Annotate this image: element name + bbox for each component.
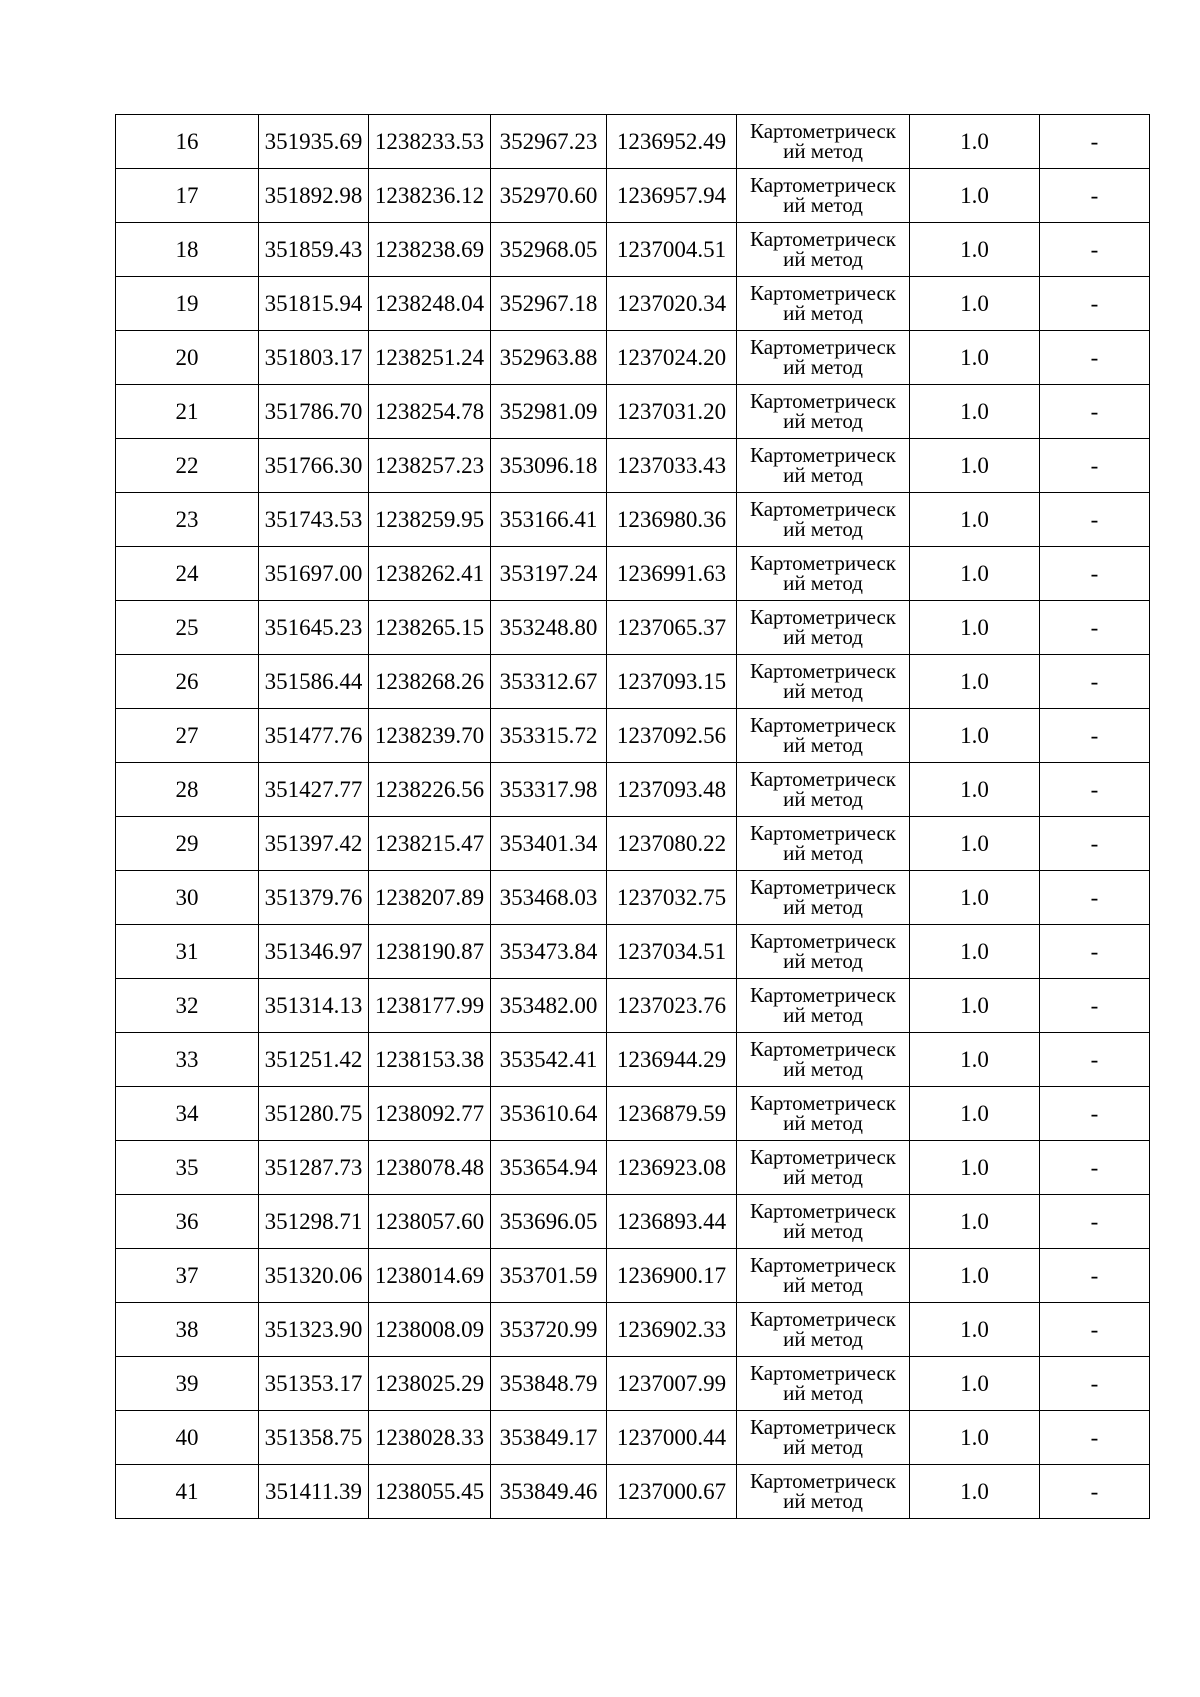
y2-coordinate-cell: 1236879.59	[607, 1087, 737, 1141]
method-text-line-1: Картометрическ	[750, 1469, 896, 1494]
method-text-line-2: ий метод	[783, 1381, 863, 1405]
point-number-cell: 16	[116, 115, 259, 169]
method-cell	[737, 871, 910, 925]
note-cell: -	[1040, 871, 1150, 925]
y2-coordinate-cell: 1236952.49	[607, 115, 737, 169]
x2-coordinate-cell: 353166.41	[491, 493, 607, 547]
x2-coordinate-cell: 352967.23	[491, 115, 607, 169]
point-number-cell: 30	[116, 871, 259, 925]
method-cell	[737, 1195, 910, 1249]
method-text-line-1: Картометрическ	[750, 443, 896, 468]
y2-coordinate-cell: 1236902.33	[607, 1303, 737, 1357]
x2-coordinate-cell: 353248.80	[491, 601, 607, 655]
x2-coordinate-cell: 353473.84	[491, 925, 607, 979]
y-coordinate-cell: 1238014.69	[369, 1249, 491, 1303]
y2-coordinate-cell: 1237023.76	[607, 979, 737, 1033]
x2-coordinate-cell: 353654.94	[491, 1141, 607, 1195]
accuracy-cell: 1.0	[910, 601, 1040, 655]
method-text-line-1: Картометрическ	[750, 821, 896, 846]
accuracy-cell: 1.0	[910, 331, 1040, 385]
note-cell: -	[1040, 601, 1150, 655]
method-cell	[737, 547, 910, 601]
y2-coordinate-cell: 1237000.44	[607, 1411, 737, 1465]
x2-coordinate-cell: 353610.64	[491, 1087, 607, 1141]
accuracy-cell: 1.0	[910, 709, 1040, 763]
table-row	[116, 1411, 1150, 1465]
x-coordinate-cell: 351427.77	[259, 763, 369, 817]
method-cell	[737, 277, 910, 331]
accuracy-cell: 1.0	[910, 925, 1040, 979]
accuracy-cell: 1.0	[910, 1303, 1040, 1357]
x-coordinate-cell: 351743.53	[259, 493, 369, 547]
y2-coordinate-cell: 1237065.37	[607, 601, 737, 655]
method-text-line-1: Картометрическ	[750, 119, 896, 144]
method-text-line-2: ий метод	[783, 139, 863, 163]
accuracy-cell: 1.0	[910, 493, 1040, 547]
table-row	[116, 979, 1150, 1033]
accuracy-cell: 1.0	[910, 871, 1040, 925]
x2-coordinate-cell: 353315.72	[491, 709, 607, 763]
note-cell: -	[1040, 493, 1150, 547]
method-text-line-2: ий метод	[783, 1327, 863, 1351]
point-number-cell: 33	[116, 1033, 259, 1087]
coordinates-table-body	[116, 115, 1150, 1519]
method-cell	[737, 115, 910, 169]
y-coordinate-cell: 1238248.04	[369, 277, 491, 331]
note-cell: -	[1040, 925, 1150, 979]
method-text-line-2: ий метод	[783, 895, 863, 919]
method-text-line-1: Картометрическ	[750, 1253, 896, 1278]
method-text-line-2: ий метод	[783, 1057, 863, 1081]
x-coordinate-cell: 351697.00	[259, 547, 369, 601]
y2-coordinate-cell: 1237092.56	[607, 709, 737, 763]
y-coordinate-cell: 1238092.77	[369, 1087, 491, 1141]
method-text-line-2: ий метод	[783, 787, 863, 811]
method-cell	[737, 331, 910, 385]
method-cell	[737, 1303, 910, 1357]
y-coordinate-cell: 1238190.87	[369, 925, 491, 979]
method-text-line-1: Картометрическ	[750, 1037, 896, 1062]
x-coordinate-cell: 351320.06	[259, 1249, 369, 1303]
y2-coordinate-cell: 1237034.51	[607, 925, 737, 979]
y-coordinate-cell: 1238207.89	[369, 871, 491, 925]
method-text-line-2: ий метод	[783, 625, 863, 649]
method-cell	[737, 925, 910, 979]
method-text-line-2: ий метод	[783, 463, 863, 487]
method-text-line-1: Картометрическ	[750, 1415, 896, 1440]
coordinates-table	[115, 114, 1150, 1519]
method-text-line-1: Картометрическ	[750, 335, 896, 360]
method-text-line-1: Картометрическ	[750, 1091, 896, 1116]
method-text-line-1: Картометрическ	[750, 227, 896, 252]
note-cell: -	[1040, 655, 1150, 709]
y2-coordinate-cell: 1236980.36	[607, 493, 737, 547]
table-row	[116, 1465, 1150, 1519]
method-cell	[737, 763, 910, 817]
method-cell	[737, 709, 910, 763]
table-row	[116, 763, 1150, 817]
point-number-cell: 32	[116, 979, 259, 1033]
x2-coordinate-cell: 352967.18	[491, 277, 607, 331]
method-cell	[737, 655, 910, 709]
method-text-line-1: Картометрическ	[750, 173, 896, 198]
y-coordinate-cell: 1238057.60	[369, 1195, 491, 1249]
method-text-line-2: ий метод	[783, 193, 863, 217]
y-coordinate-cell: 1238233.53	[369, 115, 491, 169]
method-cell	[737, 601, 910, 655]
accuracy-cell: 1.0	[910, 169, 1040, 223]
note-cell: -	[1040, 979, 1150, 1033]
note-cell: -	[1040, 1303, 1150, 1357]
x2-coordinate-cell: 353849.17	[491, 1411, 607, 1465]
y-coordinate-cell: 1238262.41	[369, 547, 491, 601]
accuracy-cell: 1.0	[910, 1141, 1040, 1195]
table-row	[116, 925, 1150, 979]
point-number-cell: 23	[116, 493, 259, 547]
note-cell: -	[1040, 1141, 1150, 1195]
note-cell: -	[1040, 1411, 1150, 1465]
point-number-cell: 28	[116, 763, 259, 817]
point-number-cell: 31	[116, 925, 259, 979]
y2-coordinate-cell: 1236944.29	[607, 1033, 737, 1087]
y2-coordinate-cell: 1236991.63	[607, 547, 737, 601]
point-number-cell: 37	[116, 1249, 259, 1303]
table-row	[116, 1303, 1150, 1357]
method-text-line-2: ий метод	[783, 1489, 863, 1513]
method-text-line-1: Картометрическ	[750, 497, 896, 522]
y2-coordinate-cell: 1237020.34	[607, 277, 737, 331]
table-row	[116, 1249, 1150, 1303]
accuracy-cell: 1.0	[910, 1411, 1040, 1465]
table-row	[116, 709, 1150, 763]
point-number-cell: 35	[116, 1141, 259, 1195]
table-row	[116, 493, 1150, 547]
x2-coordinate-cell: 353848.79	[491, 1357, 607, 1411]
x2-coordinate-cell: 352963.88	[491, 331, 607, 385]
point-number-cell: 36	[116, 1195, 259, 1249]
y2-coordinate-cell: 1236893.44	[607, 1195, 737, 1249]
method-text-line-2: ий метод	[783, 1003, 863, 1027]
table-row	[116, 655, 1150, 709]
table-row	[116, 277, 1150, 331]
x-coordinate-cell: 351251.42	[259, 1033, 369, 1087]
point-number-cell: 38	[116, 1303, 259, 1357]
x-coordinate-cell: 351397.42	[259, 817, 369, 871]
method-text-line-1: Картометрическ	[750, 983, 896, 1008]
method-text-line-1: Картометрическ	[750, 1145, 896, 1170]
x2-coordinate-cell: 352981.09	[491, 385, 607, 439]
y2-coordinate-cell: 1237080.22	[607, 817, 737, 871]
x2-coordinate-cell: 353468.03	[491, 871, 607, 925]
table-row	[116, 169, 1150, 223]
x-coordinate-cell: 351859.43	[259, 223, 369, 277]
x-coordinate-cell: 351298.71	[259, 1195, 369, 1249]
table-row	[116, 547, 1150, 601]
method-text-line-2: ий метод	[783, 679, 863, 703]
method-cell	[737, 1249, 910, 1303]
accuracy-cell: 1.0	[910, 655, 1040, 709]
x-coordinate-cell: 351803.17	[259, 331, 369, 385]
x-coordinate-cell: 351353.17	[259, 1357, 369, 1411]
accuracy-cell: 1.0	[910, 1087, 1040, 1141]
method-cell	[737, 493, 910, 547]
table-row	[116, 1033, 1150, 1087]
y2-coordinate-cell: 1237093.48	[607, 763, 737, 817]
method-cell	[737, 817, 910, 871]
method-text-line-1: Картометрическ	[750, 551, 896, 576]
point-number-cell: 24	[116, 547, 259, 601]
table-row	[116, 331, 1150, 385]
y-coordinate-cell: 1238028.33	[369, 1411, 491, 1465]
point-number-cell: 41	[116, 1465, 259, 1519]
x-coordinate-cell: 351323.90	[259, 1303, 369, 1357]
method-text-line-2: ий метод	[783, 1165, 863, 1189]
method-text-line-1: Картометрическ	[750, 929, 896, 954]
y-coordinate-cell: 1238268.26	[369, 655, 491, 709]
point-number-cell: 20	[116, 331, 259, 385]
table-row	[116, 1087, 1150, 1141]
method-text-line-1: Картометрическ	[750, 1199, 896, 1224]
method-text-line-2: ий метод	[783, 1111, 863, 1135]
x-coordinate-cell: 351346.97	[259, 925, 369, 979]
note-cell: -	[1040, 115, 1150, 169]
accuracy-cell: 1.0	[910, 115, 1040, 169]
x2-coordinate-cell: 353312.67	[491, 655, 607, 709]
x2-coordinate-cell: 353317.98	[491, 763, 607, 817]
x-coordinate-cell: 351358.75	[259, 1411, 369, 1465]
table-row	[116, 1195, 1150, 1249]
y2-coordinate-cell: 1237004.51	[607, 223, 737, 277]
note-cell: -	[1040, 1357, 1150, 1411]
y-coordinate-cell: 1238236.12	[369, 169, 491, 223]
accuracy-cell: 1.0	[910, 277, 1040, 331]
y2-coordinate-cell: 1237093.15	[607, 655, 737, 709]
method-text-line-2: ий метод	[783, 517, 863, 541]
y-coordinate-cell: 1238238.69	[369, 223, 491, 277]
x-coordinate-cell: 351935.69	[259, 115, 369, 169]
y2-coordinate-cell: 1237007.99	[607, 1357, 737, 1411]
point-number-cell: 26	[116, 655, 259, 709]
x-coordinate-cell: 351815.94	[259, 277, 369, 331]
note-cell: -	[1040, 547, 1150, 601]
x-coordinate-cell: 351786.70	[259, 385, 369, 439]
note-cell: -	[1040, 1195, 1150, 1249]
note-cell: -	[1040, 817, 1150, 871]
x2-coordinate-cell: 353701.59	[491, 1249, 607, 1303]
x2-coordinate-cell: 353482.00	[491, 979, 607, 1033]
note-cell: -	[1040, 1033, 1150, 1087]
point-number-cell: 25	[116, 601, 259, 655]
table-row	[116, 223, 1150, 277]
x-coordinate-cell: 351280.75	[259, 1087, 369, 1141]
point-number-cell: 21	[116, 385, 259, 439]
method-cell	[737, 1411, 910, 1465]
method-cell	[737, 1141, 910, 1195]
method-text-line-1: Картометрическ	[750, 605, 896, 630]
point-number-cell: 18	[116, 223, 259, 277]
note-cell: -	[1040, 277, 1150, 331]
table-row	[116, 1141, 1150, 1195]
table-row	[116, 871, 1150, 925]
y-coordinate-cell: 1238008.09	[369, 1303, 491, 1357]
method-text-line-2: ий метод	[783, 1219, 863, 1243]
accuracy-cell: 1.0	[910, 763, 1040, 817]
accuracy-cell: 1.0	[910, 385, 1040, 439]
note-cell: -	[1040, 223, 1150, 277]
x-coordinate-cell: 351314.13	[259, 979, 369, 1033]
point-number-cell: 22	[116, 439, 259, 493]
table-row	[116, 385, 1150, 439]
x-coordinate-cell: 351379.76	[259, 871, 369, 925]
y-coordinate-cell: 1238153.38	[369, 1033, 491, 1087]
x-coordinate-cell: 351586.44	[259, 655, 369, 709]
method-cell	[737, 385, 910, 439]
method-text-line-1: Картометрическ	[750, 1361, 896, 1386]
point-number-cell: 17	[116, 169, 259, 223]
method-cell	[737, 1087, 910, 1141]
method-text-line-1: Картометрическ	[750, 659, 896, 684]
method-text-line-2: ий метод	[783, 247, 863, 271]
method-text-line-2: ий метод	[783, 949, 863, 973]
method-text-line-1: Картометрическ	[750, 713, 896, 738]
x-coordinate-cell: 351645.23	[259, 601, 369, 655]
method-text-line-1: Картометрическ	[750, 875, 896, 900]
method-cell	[737, 1033, 910, 1087]
table-row	[116, 439, 1150, 493]
method-text-line-2: ий метод	[783, 733, 863, 757]
point-number-cell: 34	[116, 1087, 259, 1141]
method-cell	[737, 979, 910, 1033]
table-row	[116, 817, 1150, 871]
note-cell: -	[1040, 331, 1150, 385]
y-coordinate-cell: 1238265.15	[369, 601, 491, 655]
x2-coordinate-cell: 353401.34	[491, 817, 607, 871]
y-coordinate-cell: 1238078.48	[369, 1141, 491, 1195]
method-cell	[737, 169, 910, 223]
point-number-cell: 29	[116, 817, 259, 871]
y2-coordinate-cell: 1236957.94	[607, 169, 737, 223]
y-coordinate-cell: 1238259.95	[369, 493, 491, 547]
accuracy-cell: 1.0	[910, 1357, 1040, 1411]
note-cell: -	[1040, 169, 1150, 223]
table-row	[116, 601, 1150, 655]
y2-coordinate-cell: 1237031.20	[607, 385, 737, 439]
point-number-cell: 27	[116, 709, 259, 763]
x2-coordinate-cell: 353542.41	[491, 1033, 607, 1087]
x2-coordinate-cell: 353849.46	[491, 1465, 607, 1519]
method-text-line-2: ий метод	[783, 841, 863, 865]
accuracy-cell: 1.0	[910, 979, 1040, 1033]
x2-coordinate-cell: 352968.05	[491, 223, 607, 277]
y-coordinate-cell: 1238251.24	[369, 331, 491, 385]
note-cell: -	[1040, 709, 1150, 763]
y-coordinate-cell: 1238254.78	[369, 385, 491, 439]
accuracy-cell: 1.0	[910, 223, 1040, 277]
point-number-cell: 19	[116, 277, 259, 331]
accuracy-cell: 1.0	[910, 1033, 1040, 1087]
y2-coordinate-cell: 1236900.17	[607, 1249, 737, 1303]
x2-coordinate-cell: 353720.99	[491, 1303, 607, 1357]
method-text-line-1: Картометрическ	[750, 1307, 896, 1332]
accuracy-cell: 1.0	[910, 817, 1040, 871]
x-coordinate-cell: 351477.76	[259, 709, 369, 763]
method-text-line-2: ий метод	[783, 355, 863, 379]
note-cell: -	[1040, 439, 1150, 493]
method-text-line-2: ий метод	[783, 1435, 863, 1459]
x-coordinate-cell: 351892.98	[259, 169, 369, 223]
accuracy-cell: 1.0	[910, 547, 1040, 601]
y-coordinate-cell: 1238055.45	[369, 1465, 491, 1519]
y-coordinate-cell: 1238239.70	[369, 709, 491, 763]
note-cell: -	[1040, 763, 1150, 817]
x-coordinate-cell: 351287.73	[259, 1141, 369, 1195]
x-coordinate-cell: 351411.39	[259, 1465, 369, 1519]
method-cell	[737, 439, 910, 493]
method-cell	[737, 1357, 910, 1411]
method-text-line-1: Картометрическ	[750, 281, 896, 306]
method-text-line-2: ий метод	[783, 409, 863, 433]
point-number-cell: 39	[116, 1357, 259, 1411]
note-cell: -	[1040, 1087, 1150, 1141]
x2-coordinate-cell: 353197.24	[491, 547, 607, 601]
accuracy-cell: 1.0	[910, 439, 1040, 493]
y-coordinate-cell: 1238226.56	[369, 763, 491, 817]
method-text-line-1: Картометрическ	[750, 767, 896, 792]
method-cell	[737, 1465, 910, 1519]
accuracy-cell: 1.0	[910, 1249, 1040, 1303]
note-cell: -	[1040, 1465, 1150, 1519]
y2-coordinate-cell: 1237033.43	[607, 439, 737, 493]
y-coordinate-cell: 1238025.29	[369, 1357, 491, 1411]
method-text-line-1: Картометрическ	[750, 389, 896, 414]
x-coordinate-cell: 351766.30	[259, 439, 369, 493]
method-text-line-2: ий метод	[783, 1273, 863, 1297]
y2-coordinate-cell: 1237000.67	[607, 1465, 737, 1519]
y-coordinate-cell: 1238215.47	[369, 817, 491, 871]
accuracy-cell: 1.0	[910, 1195, 1040, 1249]
x2-coordinate-cell: 353696.05	[491, 1195, 607, 1249]
method-text-line-2: ий метод	[783, 571, 863, 595]
note-cell: -	[1040, 1249, 1150, 1303]
y-coordinate-cell: 1238257.23	[369, 439, 491, 493]
table-row	[116, 115, 1150, 169]
y2-coordinate-cell: 1236923.08	[607, 1141, 737, 1195]
note-cell: -	[1040, 385, 1150, 439]
y2-coordinate-cell: 1237024.20	[607, 331, 737, 385]
method-text-line-2: ий метод	[783, 301, 863, 325]
y2-coordinate-cell: 1237032.75	[607, 871, 737, 925]
y-coordinate-cell: 1238177.99	[369, 979, 491, 1033]
x2-coordinate-cell: 353096.18	[491, 439, 607, 493]
table-row	[116, 1357, 1150, 1411]
x2-coordinate-cell: 352970.60	[491, 169, 607, 223]
accuracy-cell: 1.0	[910, 1465, 1040, 1519]
method-cell	[737, 223, 910, 277]
point-number-cell: 40	[116, 1411, 259, 1465]
